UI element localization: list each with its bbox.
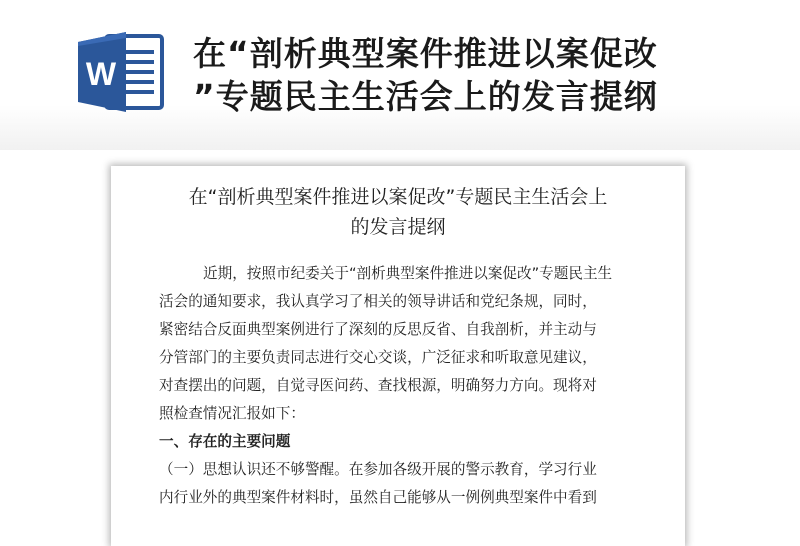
- paragraph-line: 分管部门的主要负责同志进行交心交谈，广泛征求和听取意见建议，: [159, 349, 597, 366]
- paragraph-line: 对查摆出的问题，自觉寻医问药、查找根源，明确努力方向。现将对: [159, 377, 597, 394]
- title-line: 在“剖析典型案件推进以案促改: [193, 34, 658, 73]
- document-title-line: 的发言提纲: [350, 216, 446, 238]
- title-line: ”专题民主生活会上的发言提纲: [193, 77, 658, 116]
- paragraph-line: 活会的通知要求，我认真学习了相关的领导讲话和党纪条规，同时，: [159, 293, 597, 310]
- document-title-line: 在“剖析典型案件推进以案促改”专题民主生活会上: [188, 186, 608, 208]
- section-heading: 一、存在的主要问题: [159, 433, 291, 450]
- paragraph-line: 紧密结合反面典型案例进行了深刻的反思反省、自我剖析，并主动与: [159, 321, 597, 338]
- paragraph-line: （一）思想认识还不够警醒。在参加各级开展的警示教育，学习行业: [159, 461, 597, 478]
- paragraph-line: 内行业外的典型案件材料时，虽然自己能够从一例例典型案件中看到: [159, 489, 597, 506]
- word-icon-letter: W: [85, 56, 117, 92]
- paragraph-line: 照检查情况汇报如下：: [159, 405, 305, 422]
- document-body: [159, 260, 659, 512]
- document-title: [141, 182, 655, 242]
- page-title: [193, 32, 753, 118]
- document-page: [111, 166, 685, 546]
- paragraph-line: 近期，按照市纪委关于“剖析典型案件推进以案促改”专题民主生: [203, 265, 613, 282]
- word-document-icon: [76, 30, 168, 114]
